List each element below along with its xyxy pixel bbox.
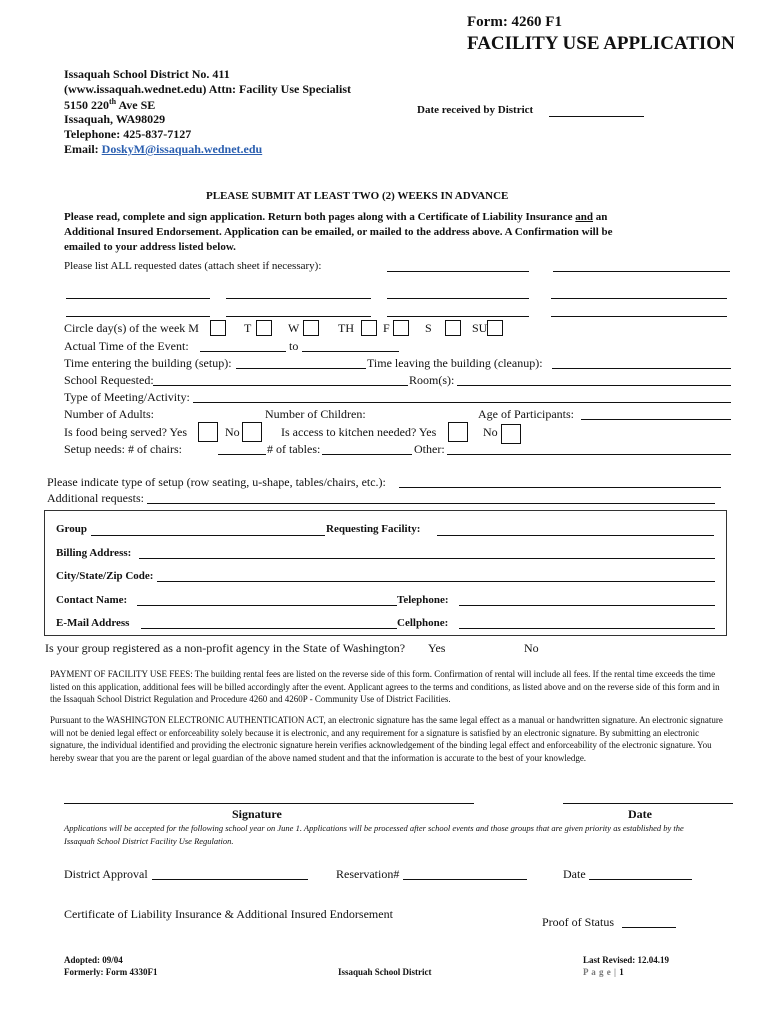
date-line[interactable]: [387, 271, 529, 272]
website-line: (www.issaquah.wednet.edu) Attn: Facility Use Specialist: [64, 82, 352, 96]
district-approval-label: District Approval: [64, 867, 148, 881]
start-time-line[interactable]: [200, 351, 286, 352]
group-line[interactable]: [91, 535, 325, 536]
checkbox-monday[interactable]: [210, 320, 226, 336]
day-label: F: [383, 321, 390, 335]
circle-days-label: Circle day(s) of the week M: [64, 321, 199, 335]
tables-line[interactable]: [322, 454, 412, 455]
city-state-zip-label: City/State/Zip Code:: [56, 570, 154, 582]
tables-label: # of tables:: [267, 442, 321, 456]
day-label: W: [288, 321, 300, 335]
email-link[interactable]: DoskyM@issaquah.wednet.edu: [101, 142, 263, 156]
billing-line[interactable]: [139, 558, 715, 559]
advance-notice: PLEASE SUBMIT AT LEAST TWO (2) WEEKS IN ADVANCE: [206, 190, 509, 202]
children-label: Number of Children:: [265, 407, 366, 421]
checkbox-wednesday[interactable]: [303, 320, 319, 336]
form-title: FACILITY USE APPLICATION: [467, 33, 735, 54]
date-line[interactable]: [226, 298, 371, 299]
date-line[interactable]: [66, 298, 210, 299]
instructions-line-2: Additional Insured Endorsement. Application can be emailed, or mailed to the address above. A Confirmation will be: [64, 226, 613, 238]
adults-label: Number of Adults:: [64, 407, 154, 421]
checkbox-sunday[interactable]: [487, 320, 503, 336]
checkbox-thursday[interactable]: [361, 320, 377, 336]
signature-line[interactable]: [64, 803, 474, 804]
date-line[interactable]: [551, 316, 727, 317]
instructions-line-3: emailed to your address listed below.: [64, 241, 236, 253]
kitchen-no-label: No: [483, 425, 498, 439]
footer-district: Issaquah School District: [338, 967, 432, 977]
setup-needs-label: Setup needs: # of chairs:: [64, 442, 182, 456]
day-label: S: [425, 321, 432, 335]
cellphone-line[interactable]: [459, 628, 715, 629]
other-label: Other:: [414, 442, 445, 456]
time-leaving-label: Time leaving the building (cleanup):: [367, 356, 543, 370]
email-address-line[interactable]: [141, 628, 397, 629]
facility-label: Requesting Facility:: [326, 523, 421, 535]
approval-date-label: Date: [563, 867, 586, 881]
contact-name-label: Contact Name:: [56, 594, 128, 606]
dates-label: Please list ALL requested dates (attach sheet if necessary):: [64, 260, 322, 272]
reservation-label: Reservation#: [336, 867, 400, 881]
food-label: Is food being served? Yes: [64, 425, 187, 439]
time-entering-line[interactable]: [236, 368, 366, 369]
checkbox-food-no[interactable]: [242, 422, 262, 442]
rooms-line[interactable]: [457, 385, 731, 386]
actual-time-label: Actual Time of the Event:: [64, 339, 189, 353]
date-line[interactable]: [387, 298, 529, 299]
checkbox-friday[interactable]: [393, 320, 409, 336]
email-address-label: E-Mail Address: [56, 617, 130, 629]
district-name: Issaquah School District No. 411: [64, 67, 230, 81]
signature-label: Signature: [232, 807, 282, 821]
contact-name-line[interactable]: [137, 605, 397, 606]
day-label: SU: [472, 321, 488, 335]
other-line[interactable]: [447, 454, 731, 455]
form-number: Form: 4260 F1: [467, 14, 562, 30]
date-line[interactable]: [551, 298, 727, 299]
school-requested-label: School Requested:: [64, 373, 154, 387]
day-label: T: [244, 321, 252, 335]
facility-line[interactable]: [437, 535, 714, 536]
checkbox-tuesday[interactable]: [256, 320, 272, 336]
to-label: to: [289, 339, 299, 353]
time-entering-label: Time entering the building (setup):: [64, 356, 232, 370]
email-line: Email: DoskyM@issaquah.wednet.edu: [64, 142, 263, 156]
date-line[interactable]: [387, 316, 529, 317]
ages-line[interactable]: [581, 419, 731, 420]
date-received-label: Date received by District: [417, 104, 534, 116]
city-line: Issaquah, WA98029: [64, 112, 166, 126]
formerly-form: Formerly: Form 4330F1: [64, 967, 158, 977]
certificate-label: Certificate of Liability Insurance & Additional Insured Endorsement: [64, 907, 393, 921]
reservation-line[interactable]: [403, 879, 527, 880]
group-label: Group: [56, 523, 87, 535]
nonprofit-no-option[interactable]: No: [524, 641, 539, 655]
date-line[interactable]: [553, 271, 730, 272]
checkbox-kitchen-no[interactable]: [501, 424, 521, 444]
telephone-line[interactable]: [459, 605, 715, 606]
cellphone-label: Cellphone:: [397, 617, 449, 629]
acceptance-note: Applications will be accepted for the following school year on June 1. Applications will be processed after school events and those groups that are given priority as established by the Issaquah School District Facility Use Regulation.: [64, 823, 684, 846]
date-received-line[interactable]: [549, 116, 644, 117]
nonprofit-yes-option[interactable]: Yes: [428, 641, 446, 655]
kitchen-label: Is access to kitchen needed? Yes: [281, 425, 437, 439]
end-time-line[interactable]: [302, 351, 399, 352]
ages-label: Age of Participants:: [478, 407, 574, 421]
chairs-line[interactable]: [218, 454, 266, 455]
day-label: TH: [338, 321, 354, 335]
time-leaving-line[interactable]: [552, 368, 731, 369]
checkbox-saturday[interactable]: [445, 320, 461, 336]
meeting-type-label: Type of Meeting/Activity:: [64, 390, 190, 404]
district-approval-line[interactable]: [152, 879, 308, 880]
telephone-line: Telephone: 425-837-7127: [64, 127, 192, 141]
instructions-line-1: Please read, complete and sign application. Return both pages along with a Certificate of Liability Insurance and an: [64, 211, 608, 223]
payment-terms: PAYMENT OF FACILITY USE FEES: The building rental fees are listed on the reverse side of this form. Confirmation of rental will include all fees. If the rental time exceeds the time listed on this application, additional fees will be billed accordingly after the event. Applicant agrees to the terms and conditions, as listed above and on the reverse side of this form and in the Issaquah School District Regulation and Procedure 4260 and 4260P - Community Use of District Facilities.: [50, 669, 720, 704]
signature-date-line[interactable]: [563, 803, 733, 804]
setup-type-line[interactable]: [399, 487, 721, 488]
checkbox-kitchen-yes[interactable]: [448, 422, 468, 442]
city-state-zip-line[interactable]: [157, 581, 715, 582]
additional-requests-label: Additional requests:: [47, 491, 144, 505]
checkbox-food-yes[interactable]: [198, 422, 218, 442]
signature-date-label: Date: [628, 807, 652, 821]
date-line[interactable]: [66, 316, 210, 317]
billing-label: Billing Address:: [56, 547, 132, 559]
esignature-notice: Pursuant to the WASHINGTON ELECTRONIC AUTHENTICATION ACT, an electronic signature has the same legal effect as a manual or handwritten signature. An electronic signature will not be denied legal effect or enforceability solely because it is electronic, and any requirement for a signature is satisfied by an electronic signature. By submitting an electronic signature, the individual identified and providing the electronic signature herein verifies acknowledgement of the binding legal effect and enforceability of the electronic signature. You hereby swear that you are the parent or legal guardian of the above named student and that the information is accurate to the best of your knowledge.: [50, 715, 723, 763]
school-requested-line[interactable]: [153, 385, 408, 386]
rooms-label: Room(s):: [409, 373, 455, 387]
nonprofit-question: Is your group registered as a non-profit agency in the State of Washington?: [45, 641, 406, 655]
proof-of-status-label: Proof of Status: [542, 915, 614, 929]
food-no-label: No: [225, 425, 240, 439]
proof-of-status-line[interactable]: [622, 927, 676, 928]
approval-date-line[interactable]: [589, 879, 692, 880]
telephone-label: Telephone:: [397, 594, 449, 606]
street-address: 5150 220th Ave SE: [64, 97, 156, 112]
meeting-type-line[interactable]: [193, 402, 731, 403]
setup-type-label: Please indicate type of setup (row seating, u-shape, tables/chairs, etc.):: [47, 475, 386, 489]
last-revised: Last Revised: 12.04.19: [583, 955, 669, 965]
adopted-date: Adopted: 09/04: [64, 955, 123, 965]
date-line[interactable]: [226, 316, 371, 317]
page-number: P a g e | 1: [583, 967, 624, 977]
additional-requests-line[interactable]: [147, 503, 715, 504]
